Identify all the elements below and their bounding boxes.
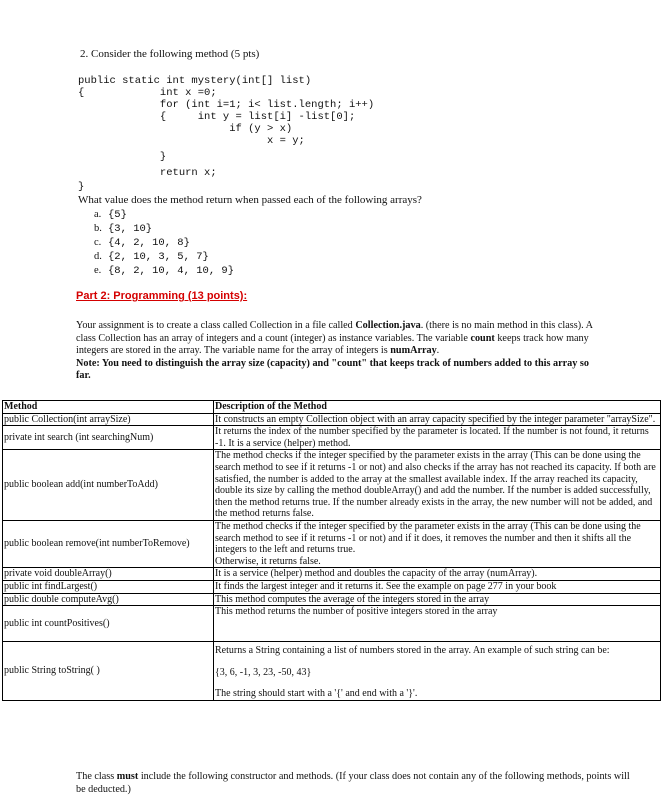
footer-paragraph xyxy=(76,771,636,796)
desc-text: The string should start with a '{' and end with a '}'. xyxy=(215,688,418,700)
code-line: for (int i=1; i< list.length; i++) xyxy=(78,99,375,111)
count-variable: count xyxy=(470,332,495,344)
array-variable: numArray xyxy=(390,345,437,356)
code-line: { int x =0; xyxy=(78,87,217,99)
option-array: {2, 10, 3, 5, 7} xyxy=(108,251,209,263)
table-row xyxy=(3,593,661,606)
table-row xyxy=(3,450,661,521)
para-text: . xyxy=(436,345,440,356)
code-line: return x; xyxy=(78,167,217,179)
method-description: It constructs an empty Collection object with an array capacity specified by the integer parameter "arraySize". xyxy=(214,413,661,426)
desc-text: Otherwise, it returns false. xyxy=(215,555,321,567)
para-text: Your assignment is to create a class called Collection in a file called xyxy=(76,320,356,331)
para-text: . (there is no main method in this class). A class Collection has an array of integers and a count (integer) as instance variables. The variable xyxy=(76,320,593,344)
option-array: {4, 2, 10, 8} xyxy=(108,237,190,249)
table-row xyxy=(3,520,661,567)
method-description: It returns the index of the number specified by the parameter is located. If the number is not found, it returns -1. It is a service (helper) method. xyxy=(214,426,661,450)
table-row xyxy=(3,642,661,701)
code-line: if (y > x) xyxy=(78,123,293,135)
method-signature: public String toString( ) xyxy=(3,642,214,701)
footer-emphasis: must xyxy=(116,771,139,782)
table-row xyxy=(3,606,661,642)
example-string: {3, 6, -1, 3, 23, -50, 43} xyxy=(215,666,312,678)
option-letter: d. xyxy=(94,251,102,262)
code-line: } xyxy=(78,181,85,193)
option-letter: b. xyxy=(94,223,102,234)
method-signature: public double computeAvg() xyxy=(3,593,214,606)
option-d xyxy=(94,251,209,263)
file-name: Collection.java xyxy=(355,320,421,331)
code-line: x = y; xyxy=(78,135,305,147)
table-header-row xyxy=(3,401,661,414)
part2-title: Part 2: Programming (13 points): xyxy=(76,290,248,302)
question-heading: 2. Consider the following method (5 pts) xyxy=(80,48,260,60)
code-line: } xyxy=(78,151,167,163)
assignment-paragraph xyxy=(76,320,596,383)
question-prompt: What value does the method return when passed each of the following arrays? xyxy=(78,194,422,206)
methods-table xyxy=(2,400,661,701)
method-signature: private void doubleArray() xyxy=(3,568,214,581)
option-c xyxy=(94,237,190,249)
table-row xyxy=(3,580,661,593)
table-row xyxy=(3,568,661,581)
method-signature: public boolean add(int numberToAdd) xyxy=(3,450,214,521)
method-description xyxy=(214,520,661,567)
option-b xyxy=(94,223,152,235)
code-block xyxy=(78,75,375,195)
footer-text: include the following constructor and methods. (If your class does not contain any of the following methods, points will be deducted.) xyxy=(76,771,630,795)
method-signature: public int findLargest() xyxy=(3,580,214,593)
option-letter: e. xyxy=(94,265,102,276)
desc-text: The method checks if the integer specified by the parameter exists in the array (This can be done using the search method to see if it returns -1 or not) and if it does, it removes the number and then it shifts all the integers to the left and returns true. xyxy=(215,520,641,556)
method-description: The method checks if the integer specified by the parameter exists in the array (This can be done using the search method to see if it returns -1 or not) and also checks if the array has not reached its capacity. If both are satisfied, the number is added to the array at the smallest available index. If the array reached its capacity, double its size by calling the method doubleArray() and add the number. If the number is added successfully, then the method returns true. If the number already exists in the array, the new number will not be added, and the method returns false. xyxy=(214,450,661,521)
method-signature: public int countPositives() xyxy=(3,606,214,642)
code-line: { int y = list[i] -list[0]; xyxy=(78,111,356,123)
method-description: This method returns the number of positive integers stored in the array xyxy=(214,606,661,642)
option-e xyxy=(94,265,234,277)
method-signature: public Collection(int arraySize) xyxy=(3,413,214,426)
para-text: keeps track how many integers are stored in the array. The variable name for the array of integers is xyxy=(76,332,589,356)
header-method: Method xyxy=(3,401,214,414)
method-signature: private int search (int searchingNum) xyxy=(3,426,214,450)
desc-text: Returns a String containing a list of numbers stored in the array. An example of such string can be: xyxy=(215,645,610,657)
table-row xyxy=(3,426,661,450)
option-array: {5} xyxy=(108,209,127,221)
header-description: Description of the Method xyxy=(214,401,661,414)
option-a xyxy=(94,209,127,221)
option-array: {8, 2, 10, 4, 10, 9} xyxy=(108,265,235,277)
footer-text: The class xyxy=(76,771,117,782)
code-line: public static int mystery(int[] list) xyxy=(78,75,312,87)
method-signature: public boolean remove(int numberToRemove) xyxy=(3,520,214,567)
method-description: This method computes the average of the integers stored in the array xyxy=(214,593,661,606)
option-array: {3, 10} xyxy=(108,223,153,235)
method-description: It is a service (helper) method and doubles the capacity of the array (numArray). xyxy=(214,568,661,581)
table-row xyxy=(3,413,661,426)
option-letter: a. xyxy=(94,209,102,220)
note-text: Note: You need to distinguish the array size (capacity) and "count" that keeps track of numbers added to this array so far. xyxy=(76,357,589,381)
option-letter: c. xyxy=(94,237,102,248)
method-description xyxy=(214,642,661,701)
method-description: It finds the largest integer and it returns it. See the example on page 277 in your book xyxy=(214,580,661,593)
